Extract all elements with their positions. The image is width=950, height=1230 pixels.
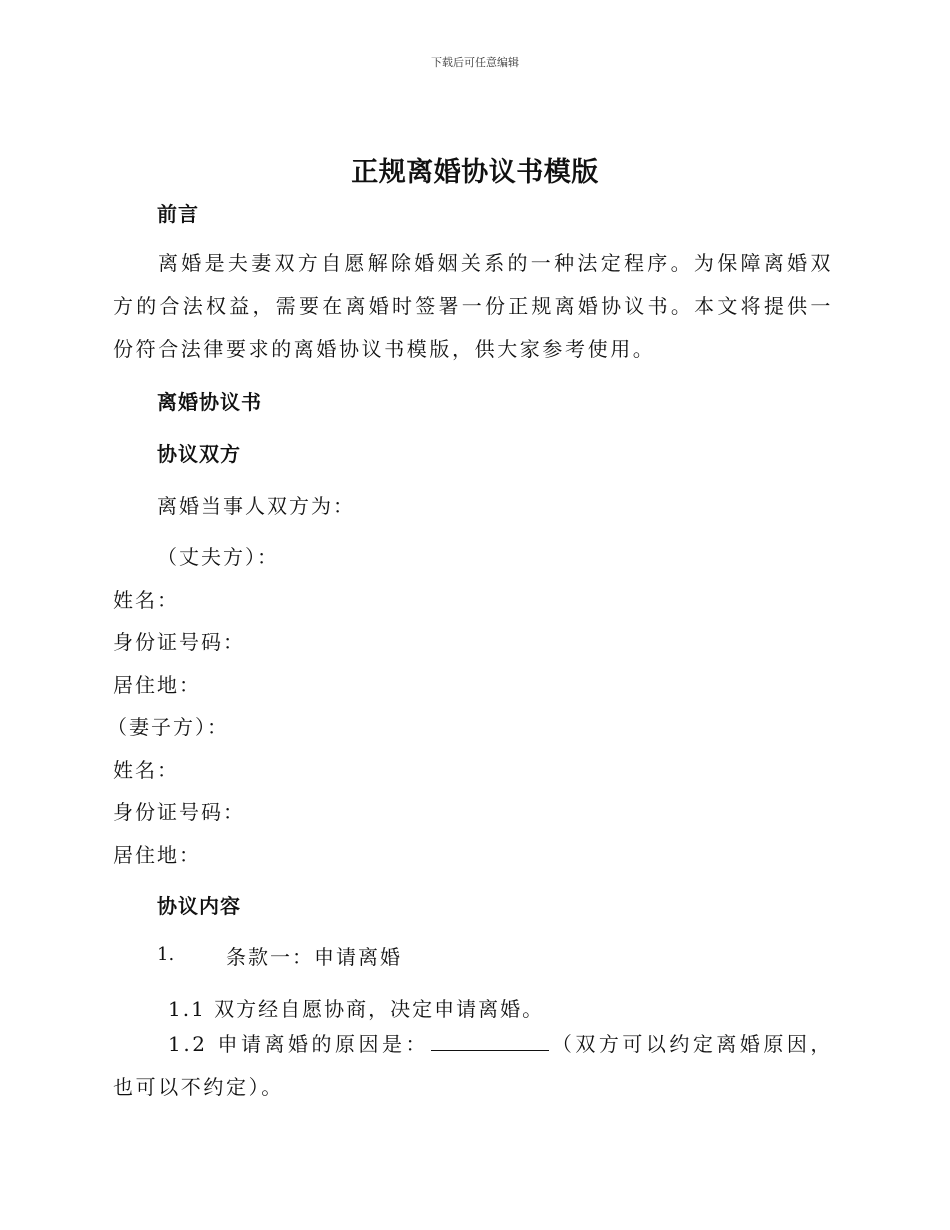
husband-id-field: 身份证号码： [113, 630, 245, 654]
wife-id-field: 身份证号码： [113, 800, 245, 824]
husband-address-field: 居住地： [113, 673, 201, 697]
header-note: 下载后可任意编辑 [431, 56, 519, 69]
clause-item-1-2-suffix: （双方可以约定离婚原因，也可以不约定）。 [113, 1032, 833, 1099]
clause-number: 1. [157, 944, 175, 965]
content-heading: 协议内容 [157, 894, 241, 918]
fill-in-blank[interactable] [431, 1032, 549, 1051]
agreement-heading: 离婚协议书 [157, 390, 262, 414]
husband-name-field: 姓名： [113, 588, 179, 612]
parties-intro: 离婚当事人双方为： [157, 494, 355, 518]
wife-label: （妻子方）： [107, 715, 229, 739]
preface-paragraph: 离婚是夫妻双方自愿解除婚姻关系的一种法定程序。为保障离婚双方的合法权益，需要在离婚时签署一份正规离婚协议书。本文将提供一份符合法律要求的离婚协议书模版，供大家参考使用。 [113, 251, 833, 361]
husband-label: （丈夫方）： [157, 545, 279, 569]
wife-name-field: 姓名： [113, 758, 179, 782]
wife-address-field: 居住地： [113, 843, 201, 867]
clause-item-1-1: 1.1 双方经自愿协商，决定申请离婚。 [168, 997, 545, 1021]
document-title: 正规离婚协议书模版 [351, 157, 599, 188]
clause-item-1-2 [113, 1023, 833, 1109]
clause-title: 条款一：申请离婚 [226, 945, 402, 969]
preface-heading: 前言 [157, 202, 199, 226]
parties-heading: 协议双方 [157, 442, 241, 466]
clause-item-1-2-prefix: 1.2 申请离婚的原因是： [168, 1032, 429, 1056]
